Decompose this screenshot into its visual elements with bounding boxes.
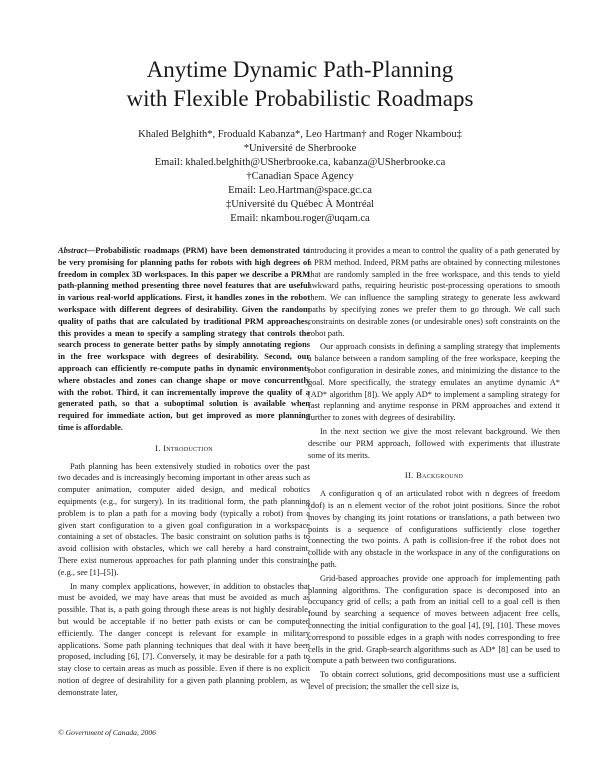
background-paragraph: Grid-based approaches provide one approach for implementing path planning algorithms. The configuration space is decomposed into an occupancy grid of cells; a path from an initial cell to a goal cell is then found by searching a sequence of moves between adjacent free cells, connecting the initial configuration to the goal [4], [9], [10]. These moves correspond to possible edges in a graph with nodes corresponding to free cells in the grid. Graph-search algorithms such as AD* [8] can be used to compute a path between two configurations. (308, 573, 560, 666)
paper-title (0, 55, 600, 113)
email-sherbrooke: Email: khaled.belghith@USherbrooke.ca, kabanza@USherbrooke.ca (154, 157, 446, 168)
abstract (58, 245, 310, 434)
affiliation-sherbrooke: *Université de Sherbrooke (243, 143, 357, 154)
author-block (0, 128, 600, 226)
abstract-body: —Probabilistic roadmaps (PRM) have been demonstrated to be very promising for planning paths for robots with high degrees of freedom in complex 3D workspaces. In this paper we describe a PRM path-planning method presenting three novel features that are useful in various real-world applications. First, it handles zones in the robot workspace with different degrees of desirability. Given the random quality of paths that are calculated by traditional PRM approaches, this provides a mean to specify a sampling strategy that controls the search process to generate better paths by simply annotating regions in the free workspace with degrees of desirability. Second, our approach can efficiently re-compute paths in dynamic environments where obstacles and zones can change shape or move concurrently with the robot. Third, it can incrementally improve the quality of a generated path, so that a suboptimal solution is available when required for immediate action, but get improved as more planning time is affordable. (58, 246, 310, 432)
email-uqam: Email: nkambou.roger@uqam.ca (230, 213, 370, 224)
right-column (308, 245, 560, 695)
abstract-lead: Abstract (58, 246, 87, 255)
section-heading-introduction: I. Introduction (155, 442, 213, 453)
copyright-footer: © Government of Canada, 2006 (58, 728, 156, 737)
intro-paragraph: In many complex applications, however, in addition to obstacles that must be avoided, we may have areas that must be avoided as much as possible. That is, a path going through these areas is not highly desirable, but would be acceptable if no better path exists or can be computed efficiently. The danger concept is relevant for example in military applications. Some path planning techniques that deal with it have been proposed, including [6], [7]. Conversely, it may be desirable for a path to stay close to certain areas as much as possible. Even if there is no explicit notion of degree of desirability for a given path planning problem, as we demonstrate later, (58, 581, 310, 697)
intro-paragraph: Path planning has been extensively studied in robotics over the past two decades and is increasingly becoming important in other areas such as computer animation, computer aided design, and medical robotics equipments (e.g., for surgery). In its traditional form, the path planning problem is to plan a path for a moving body (typically a robot) from a given start configuration to a given goal configuration in a workspace containing a set of obstacles. The basic constraint on solution paths is to avoid collision with obstacles, which we call hereby a hard constraint. There exist numerous approaches for path planning under this constraint (e.g., see [1]–[5]). (58, 461, 310, 577)
title-line-2: with Flexible Probabilistic Roadmaps (126, 86, 474, 111)
intro-continued-paragraph: introducing it provides a mean to control the quality of a path generated by a PRM method. Indeed, PRM paths are obtained by connecting milestones that are randomly sampled in the free workspace, and this tends to yield awkward paths, requiring heuristic post-processing operations to smooth them. We can influence the sampling strategy to generate less awkward paths by specifying zones we prefer them to go through. We call such constraints on desirable zones (or undesirable ones) soft constraints on the robot path. (308, 246, 560, 338)
affiliation-csa: †Canadian Space Agency (246, 171, 354, 182)
left-column (58, 245, 310, 700)
approach-paragraph: Our approach consists in defining a sampling strategy that implements a balance between a random sampling of the free workspace, keeping the robot configuration in desirable zones, and minimizing the distance to the goal. More specifically, the strategy emulates an anytime dynamic A* (AD* algorithm [8]). We apply AD* to implement a sampling strategy for fast replanning and anytime response in PRM approaches and extend it further to zones with degrees of desirability. (308, 342, 560, 423)
section-heading-background: II. Background (404, 470, 464, 481)
title-line-1: Anytime Dynamic Path-Planning (146, 57, 454, 82)
outline-paragraph: In the next section we give the most relevant background. We then describe our PRM approach, followed with experiments that illustrate some of its merits. (308, 426, 560, 460)
background-paragraph: To obtain correct solutions, grid decompositions must use a sufficient level of precision; the smaller the cell size is, (308, 670, 560, 691)
background-paragraph: A configuration q of an articulated robot with n degrees of freedom (dof) is an n element vector of the robot joint positions. Since the robot moves by changing its joint rotations or translations, a path between two points is a sequence of configurations sufficiently close together connecting the two points. A path is collision-free if the robot does not collide with any obstacle in the workspace in any of the configurations on the path. (308, 489, 560, 569)
affiliation-uqam: ‡Université du Québec À Montréal (225, 199, 375, 210)
email-csa: Email: Leo.Hartman@space.gc.ca (228, 185, 372, 196)
author-names: Khaled Belghith*, Froduald Kabanza*, Leo Hartman† and Roger Nkambou‡ (138, 129, 462, 140)
